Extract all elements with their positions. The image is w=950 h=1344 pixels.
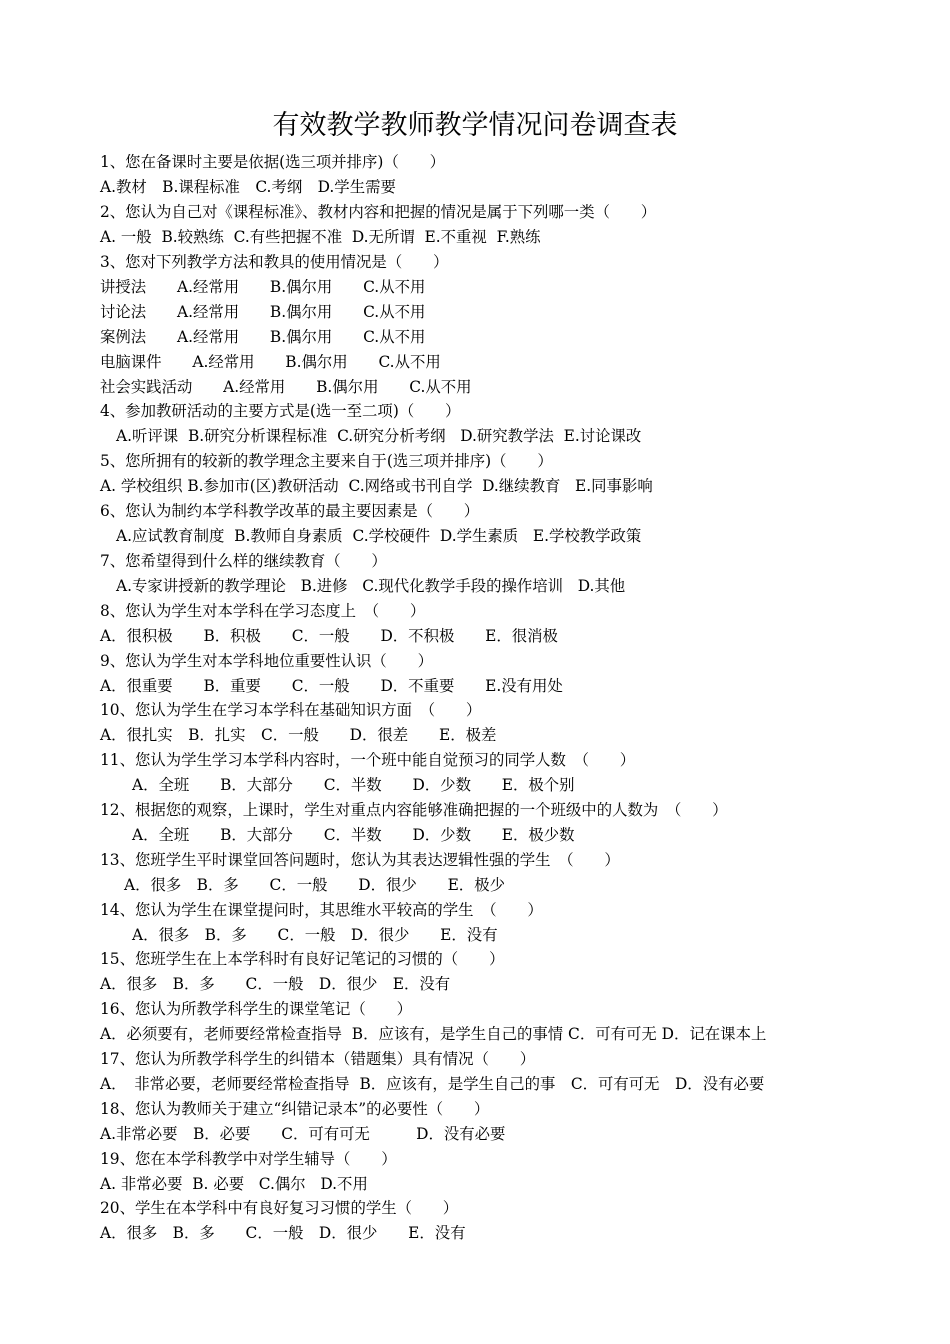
method-row: 讲授法 A.经常用 B.偶尔用 C.从不用: [100, 278, 426, 296]
options-13: A．很多 B．多 C．一般 D．很少 E．极少: [124, 876, 505, 894]
question-18: 18、您认为教师关于建立“纠错记录本”的必要性（ ）: [100, 1100, 490, 1118]
question-12: 12、根据您的观察，上课时，学生对重点内容能够准确把握的一个班级中的人数为 （ ）: [100, 801, 728, 819]
options-6: A.应试教育制度 B.教师自身素质 C.学校硬件 D.学生素质 E.学校教学政策: [116, 527, 642, 545]
options-18: A.非常必要 B．必要 C．可有可无 D．没有必要: [100, 1125, 506, 1143]
options-2: A. 一般 B.较熟练 C.有些把握不准 D.无所谓 E.不重视 F.熟练: [100, 228, 541, 246]
options-15: A．很多 B．多 C．一般 D．很少 E．没有: [100, 975, 451, 993]
method-row: 讨论法 A.经常用 B.偶尔用 C.从不用: [100, 303, 426, 321]
question-8: 8、您认为学生对本学科在学习态度上 （ ）: [100, 602, 426, 620]
options-5: A. 学校组织 B.参加市(区)教研活动 C.网络或书刊自学 D.继续教育 E.同事影响: [100, 477, 653, 495]
options-11: A．全班 B．大部分 C．半数 D．少数 E．极个别: [132, 776, 575, 794]
question-20: 20、学生在本学科中有良好复习习惯的学生（ ）: [100, 1199, 459, 1217]
question-6: 6、您认为制约本学科教学改革的最主要因素是（ ）: [100, 502, 480, 520]
options-9: A．很重要 B．重要 C．一般 D．不重要 E.没有用处: [100, 677, 563, 695]
options-14: A．很多 B．多 C．一般 D．很少 E．没有: [132, 926, 498, 944]
method-row: 社会实践活动 A.经常用 B.偶尔用 C.从不用: [100, 378, 472, 396]
question-10: 10、您认为学生在学习本学科在基础知识方面 （ ）: [100, 701, 482, 719]
options-19: A. 非常必要 B. 必要 C.偶尔 D.不用: [100, 1175, 368, 1193]
options-20: A．很多 B．多 C．一般 D．很少 E．没有: [100, 1224, 466, 1242]
options-8: A．很积极 B．积极 C．一般 D．不积极 E．很消极: [100, 627, 558, 645]
page-title: 有效教学教师教学情况问卷调查表: [272, 110, 678, 141]
question-5: 5、您所拥有的较新的教学理念主要来自于(选三项并排序)（ ）: [100, 452, 553, 470]
question-16: 16、您认为所教学科学生的课堂笔记（ ）: [100, 1000, 413, 1018]
question-17: 17、您认为所教学科学生的纠错本（错题集）具有情况（ ）: [100, 1050, 536, 1068]
question-9: 9、您认为学生对本学科地位重要性认识（ ）: [100, 652, 433, 670]
options-7: A.专家讲授新的教学理论 B.进修 C.现代化教学手段的操作培训 D.其他: [116, 577, 626, 595]
question-14: 14、您认为学生在课堂提问时，其思维水平较高的学生 （ ）: [100, 901, 543, 919]
options-12: A．全班 B．大部分 C．半数 D．少数 E．极少数: [132, 826, 575, 844]
question-4: 4、参加教研活动的主要方式是(选一至二项)（ ）: [100, 402, 461, 420]
question-7: 7、您希望得到什么样的继续教育（ ）: [100, 552, 387, 570]
method-row: 电脑课件 A.经常用 B.偶尔用 C.从不用: [100, 353, 441, 371]
method-row: 案例法 A.经常用 B.偶尔用 C.从不用: [100, 328, 426, 346]
question-2: 2、您认为自己对《课程标准》、教材内容和把握的情况是属于下列哪一类（ ）: [100, 203, 657, 221]
question-13: 13、您班学生平时课堂回答问题时，您认为其表达逻辑性强的学生 （ ）: [100, 851, 620, 869]
question-3: 3、您对下列教学方法和教具的使用情况是（ ）: [100, 253, 449, 271]
question-19: 19、您在本学科教学中对学生辅导（ ）: [100, 1150, 397, 1168]
options-17: A． 非常必要，老师要经常检查指导 B．应该有，是学生自己的事 C．可有可无 D．没有必要: [100, 1075, 765, 1093]
question-1: 1、您在备课时主要是依据(选三项并排序)（ ）: [100, 153, 446, 171]
options-16: A．必须要有，老师要经常检查指导 B．应该有，是学生自己的事情 C．可有可无 D．记在课本上: [100, 1025, 767, 1043]
options-4: A.听评课 B.研究分析课程标准 C.研究分析考纲 D.研究教学法 E.讨论课改: [116, 427, 642, 445]
question-11: 11、您认为学生学习本学科内容时，一个班中能自觉预习的同学人数 （ ）: [100, 751, 636, 769]
question-15: 15、您班学生在上本学科时有良好记笔记的习惯的（ ）: [100, 950, 505, 968]
options-1: A.教材 B.课程标准 C.考纲 D.学生需要: [100, 178, 396, 196]
options-10: A．很扎实 B．扎实 C．一般 D．很差 E．极差: [100, 726, 497, 744]
